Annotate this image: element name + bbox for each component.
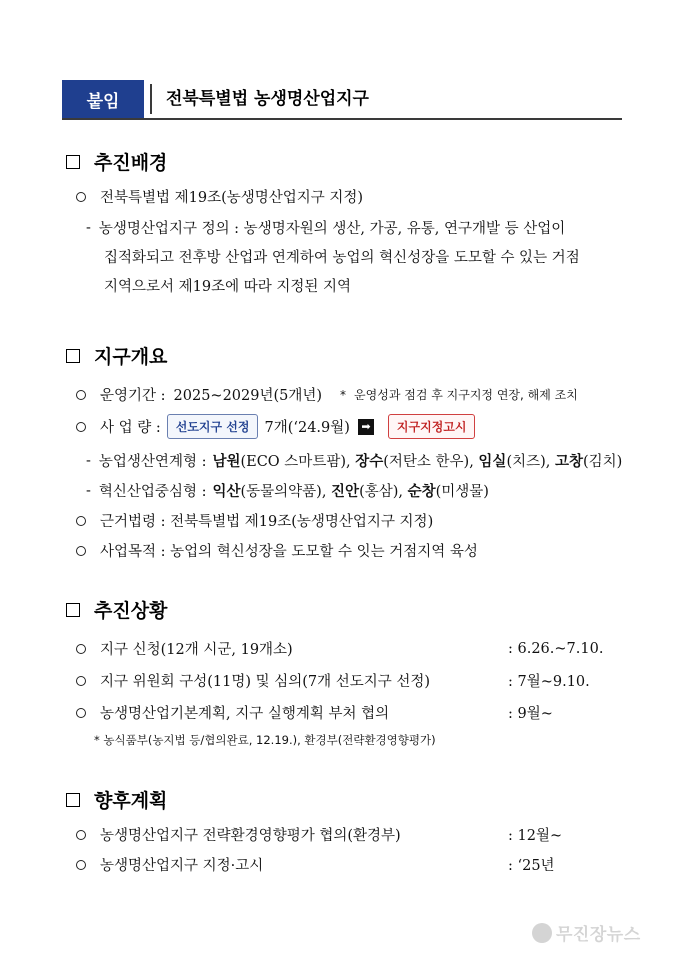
volume-value: 7개(‘24.9월) xyxy=(264,420,350,436)
progress-text: 지구 위원회 구성(11명) 및 심의(7개 선도지구 선정) xyxy=(100,674,431,690)
watermark-logo-icon xyxy=(532,923,552,943)
region-detail: (미생물) xyxy=(435,484,489,500)
section-future-title xyxy=(66,786,167,813)
circle-bullet-icon xyxy=(76,390,86,400)
region-name: 순창 xyxy=(407,483,436,500)
progress-row xyxy=(76,638,636,659)
section-background-title xyxy=(66,148,167,175)
dash-bullet: - xyxy=(86,452,91,469)
progress-note: * 농식품부(농지법 등/협의완료, 12.19.), 환경부(전략환경영향평가) xyxy=(94,733,436,747)
type-label: 농업생산연계형 : xyxy=(98,454,207,470)
definition-line-3: 지역으로서 제19조에 따라 지정된 지역 xyxy=(104,279,351,295)
item-text: 사업목적 : 농업의 혁신성장을 도모할 수 잇는 거점지역 육성 xyxy=(100,544,478,560)
circle-bullet-icon xyxy=(76,422,86,432)
region-detail: (동물의약품), xyxy=(240,484,327,500)
circle-bullet-icon xyxy=(76,192,86,202)
progress-row xyxy=(76,670,636,691)
region-detail: (김치) xyxy=(583,454,623,470)
watermark-text: 무진장뉴스 xyxy=(556,925,641,945)
progress-text: 지구 신청(12개 시군, 19개소) xyxy=(100,642,293,658)
checkbox-square-icon xyxy=(66,793,80,807)
progress-date: : 6.26.~7.10. xyxy=(508,640,604,657)
section-progress-title xyxy=(66,596,167,623)
item-text: 농생명산업지구 정의 : 농생명자원의 생산, 가공, 유통, 연구개발 등 산업이 xyxy=(98,221,566,237)
checkbox-square-icon xyxy=(66,603,80,617)
progress-date: : 9월~ xyxy=(508,706,553,722)
region-name: 남원 xyxy=(212,453,241,470)
circle-bullet-icon xyxy=(76,516,86,526)
future-row xyxy=(76,854,636,875)
section-title-text: 추진배경 xyxy=(94,152,168,174)
region-name: 진안 xyxy=(331,483,360,500)
section-overview-title xyxy=(66,342,167,369)
circle-bullet-icon xyxy=(76,546,86,556)
pilot-district-tag: 선도지구 선정 xyxy=(167,414,259,439)
note-star: * xyxy=(340,387,347,402)
region-detail: (치즈), xyxy=(506,454,551,470)
circle-bullet-icon xyxy=(76,708,86,718)
region-name: 임실 xyxy=(478,453,507,470)
region-detail: (홍삼), xyxy=(359,484,403,500)
progress-text: 농생명산업기본계획, 지구 실행계획 부처 협의 xyxy=(100,706,390,722)
attachment-badge: 붙임 xyxy=(62,80,144,118)
overview-volume xyxy=(76,414,481,439)
circle-bullet-icon xyxy=(76,830,86,840)
watermark xyxy=(532,920,641,945)
region-detail: (저탄소 한우), xyxy=(383,454,474,470)
district-notice-tag: 지구지정고시 xyxy=(388,414,476,439)
overview-period xyxy=(76,384,578,405)
progress-row xyxy=(76,702,636,723)
document-header xyxy=(62,80,622,120)
type-label: 혁신산업중심형 : xyxy=(98,484,207,500)
future-date: : 12월~ xyxy=(508,828,563,844)
definition-line-1 xyxy=(86,217,565,238)
section-title-text: 지구개요 xyxy=(94,346,168,368)
dash-bullet: - xyxy=(86,219,91,236)
period-value: 2025~2029년(5개년) xyxy=(173,388,323,404)
item-text: 근거법령 : 전북특별법 제19조(농생명산업지구 지정) xyxy=(100,514,434,530)
circle-bullet-icon xyxy=(76,644,86,654)
future-text: 농생명산업지구 지정·고시 xyxy=(100,858,264,874)
overview-purpose xyxy=(76,540,478,561)
type-innovation-centered xyxy=(86,480,489,501)
type-agri-linked xyxy=(86,450,622,471)
circle-bullet-icon xyxy=(76,860,86,870)
region-name: 고창 xyxy=(554,453,583,470)
item-text: 전북특별법 제19조(농생명산업지구 지정) xyxy=(100,190,364,206)
future-date: : ‘25년 xyxy=(508,858,555,874)
period-label: 운영기간 : xyxy=(100,388,166,404)
header-divider xyxy=(150,84,152,114)
overview-law xyxy=(76,510,433,531)
section-title-text: 추진상황 xyxy=(94,600,168,622)
arrow-right-icon: ➡ xyxy=(358,419,374,435)
background-item-law xyxy=(76,186,363,207)
dash-bullet: - xyxy=(86,482,91,499)
volume-label: 사 업 량 : xyxy=(100,420,161,436)
future-text: 농생명산업지구 전략환경영향평가 협의(환경부) xyxy=(100,828,401,844)
checkbox-square-icon xyxy=(66,349,80,363)
checkbox-square-icon xyxy=(66,155,80,169)
period-note: 운영성과 점검 후 지구지정 연장, 해제 조치 xyxy=(354,388,578,402)
section-title-text: 향후계획 xyxy=(94,790,168,812)
future-row xyxy=(76,824,636,845)
definition-line-2: 집적화되고 전후방 산업과 연계하여 농업의 혁신성장을 도모할 수 있는 거점 xyxy=(104,250,580,266)
circle-bullet-icon xyxy=(76,676,86,686)
document-title: 전북특별법 농생명산업지구 xyxy=(166,89,369,109)
region-name: 익산 xyxy=(212,483,241,500)
progress-date: : 7월~9.10. xyxy=(508,674,590,690)
region-detail: (ECO 스마트팜), xyxy=(240,454,351,470)
region-name: 장수 xyxy=(355,453,384,470)
